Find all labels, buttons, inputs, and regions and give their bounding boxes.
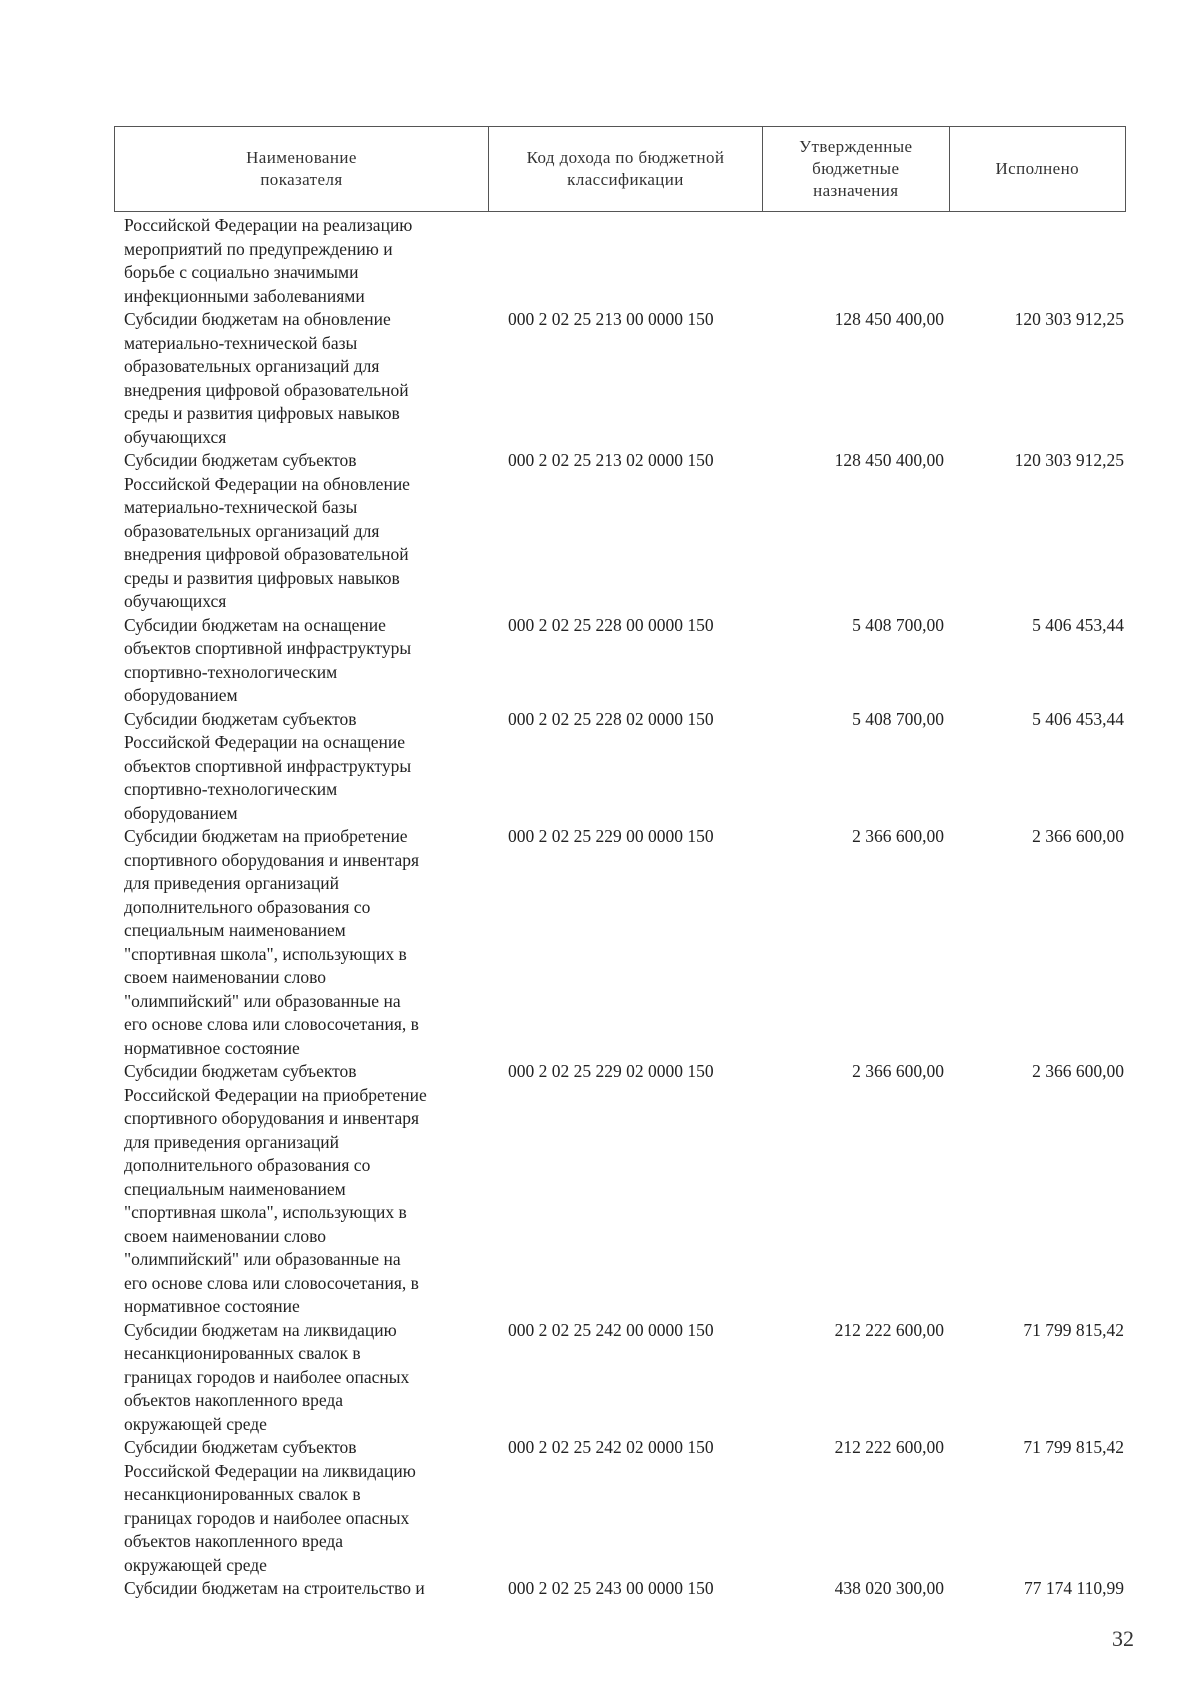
row-approved: 128 450 400,00 (834, 309, 944, 329)
row-approved: 438 020 300,00 (834, 1578, 944, 1598)
page-number: 32 (1112, 1626, 1134, 1651)
row-code: 000 2 02 25 229 02 0000 150 (508, 1061, 714, 1081)
row-executed: 2 366 600,00 (1032, 1061, 1124, 1081)
row-name: Субсидии бюджетам субъектов Российской Федерации на обновление материально-технической базы образовательных организаций для внедрения цифровой образовательной среды и развития цифровых навыков обучающихся (124, 450, 410, 611)
header-approved: Утвержденные бюджетные назначения (763, 127, 949, 211)
row-code (508, 214, 766, 308)
table-row (124, 214, 1124, 308)
table-row (124, 1436, 1124, 1577)
row-code: 000 2 02 25 242 00 0000 150 (508, 1319, 714, 1340)
table-row (124, 1319, 1124, 1437)
header-code: Код дохода по бюджетной классификации (489, 127, 763, 211)
table-row (124, 825, 1124, 1060)
row-executed: 120 303 912,25 (1014, 450, 1124, 470)
row-approved: 212 222 600,00 (834, 1437, 944, 1457)
row-executed: 71 799 815,42 (1023, 1319, 1124, 1340)
table-row (124, 708, 1124, 826)
table-row (124, 449, 1124, 614)
row-name: Субсидии бюджетам на ликвидацию несанкционированных свалок в границах городов и наиболее опасных объектов накопленного вреда окружающей среде (124, 1319, 410, 1434)
row-code: 000 2 02 25 242 02 0000 150 (508, 1437, 714, 1457)
row-executed: 77 174 110,99 (1024, 1578, 1124, 1598)
row-approved: 5 408 700,00 (852, 614, 944, 635)
table-row (124, 1577, 1124, 1601)
row-code: 000 2 02 25 229 00 0000 150 (508, 826, 714, 846)
row-approved: 212 222 600,00 (834, 1319, 944, 1340)
row-name: Субсидии бюджетам на строительство и (124, 1578, 425, 1598)
row-name: Субсидии бюджетам субъектов Российской Федерации на оснащение объектов спортивной инфраструктуры спортивно-технологическим оборудованием (124, 708, 412, 823)
table-body (124, 214, 1124, 1601)
row-name: Субсидии бюджетам на оснащение объектов спортивной инфраструктуры спортивно-технологическим оборудованием (124, 614, 412, 705)
table-row (124, 308, 1124, 449)
row-executed: 5 406 453,44 (1032, 614, 1124, 635)
row-approved: 2 366 600,00 (852, 1061, 944, 1081)
header-name: Наименование показателя (115, 127, 489, 211)
row-code: 000 2 02 25 228 02 0000 150 (508, 708, 714, 729)
row-code: 000 2 02 25 213 02 0000 150 (508, 450, 714, 470)
row-approved: 5 408 700,00 (852, 708, 944, 729)
row-name: Российской Федерации на реализацию мероприятий по предупреждению и борьбе с социально значимыми инфекционными заболеваниями (124, 215, 413, 306)
row-name: Субсидии бюджетам на приобретение спортивного оборудования и инвентаря для приведения организаций дополнительного образования со специальным наименованием "спортивная школа", использующих в своем наименовании слово "олимпийский" или образованные на его основе слова или словосочетания, в нормативное состояние (124, 826, 420, 1058)
row-code: 000 2 02 25 243 00 0000 150 (508, 1578, 714, 1598)
table-row (124, 1060, 1124, 1319)
table-header (114, 126, 1126, 212)
row-executed (944, 214, 1124, 308)
row-executed: 71 799 815,42 (1023, 1437, 1124, 1457)
row-approved: 2 366 600,00 (852, 826, 944, 846)
row-name: Субсидии бюджетам субъектов Российской Федерации на приобретение спортивного оборудования и инвентаря для приведения организаций дополнительного образования со специальным наименованием "спортивная школа", использующих в своем наименовании слово "олимпийский" или образованные на его основе слова или словосочетания, в нормативное состояние (124, 1061, 427, 1316)
row-name: Субсидии бюджетам на обновление материально-технической базы образовательных организаций для внедрения цифровой образовательной среды и развития цифровых навыков обучающихся (124, 309, 409, 447)
row-name: Субсидии бюджетам субъектов Российской Федерации на ликвидацию несанкционированных свалок в границах городов и наиболее опасных объектов накопленного вреда окружающей среде (124, 1437, 416, 1575)
header-executed: Исполнено (995, 159, 1080, 178)
row-executed: 5 406 453,44 (1032, 708, 1124, 729)
row-approved (766, 214, 944, 308)
row-code: 000 2 02 25 228 00 0000 150 (508, 614, 714, 635)
row-executed: 2 366 600,00 (1032, 826, 1124, 846)
row-executed: 120 303 912,25 (1014, 309, 1124, 329)
row-code: 000 2 02 25 213 00 0000 150 (508, 309, 714, 329)
table-row (124, 614, 1124, 708)
row-approved: 128 450 400,00 (834, 450, 944, 470)
